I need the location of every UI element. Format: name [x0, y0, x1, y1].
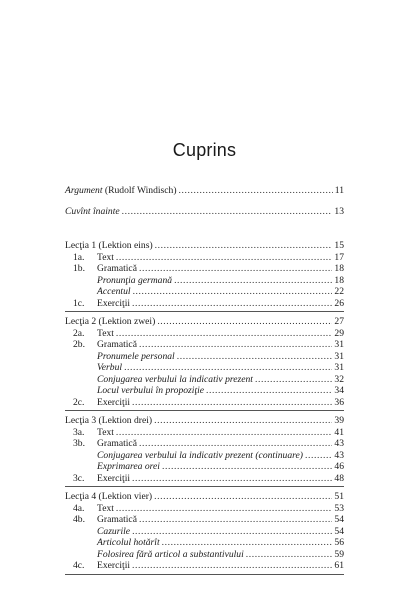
section-label: Exerciţii — [97, 396, 131, 408]
section-label: Gramatică — [97, 339, 137, 350]
toc-section-entry[interactable] — [65, 397, 344, 409]
toc-section-entry[interactable] — [65, 514, 344, 526]
toc-page-number: 18 — [334, 263, 344, 274]
leader-dots — [132, 397, 332, 409]
leader-dots — [162, 537, 333, 549]
subsection-label: Pronumele personal — [97, 350, 175, 362]
section-label: Text — [97, 327, 114, 339]
toc-page-number: 43 — [334, 438, 344, 449]
toc-entry-title — [65, 185, 177, 197]
toc-lesson-entry[interactable] — [65, 240, 344, 252]
leader-dots — [305, 450, 332, 462]
subsection-label: Folosirea fără articol a substantivului — [97, 548, 244, 560]
toc-entry[interactable] — [65, 206, 344, 218]
leader-dots — [139, 438, 332, 450]
toc-subsection-entry[interactable] — [65, 275, 344, 287]
section-number: 2b. — [73, 339, 85, 350]
toc-page-number: 46 — [334, 461, 344, 472]
toc-lesson-entry[interactable] — [65, 415, 344, 427]
toc-page-number: 53 — [334, 502, 344, 514]
toc-section-entry[interactable] — [65, 438, 344, 450]
toc-page-number: 54 — [334, 525, 344, 537]
section-number: 3b. — [73, 438, 85, 449]
leader-dots — [179, 185, 333, 197]
toc-entry-title — [65, 206, 120, 218]
toc-section-entry[interactable] — [65, 328, 344, 340]
toc-page-number: 11 — [334, 185, 344, 196]
section-number: 4b. — [73, 514, 85, 525]
subsection-label: Conjugarea verbului la indicativ prezent — [97, 373, 253, 385]
leader-dots — [133, 286, 333, 298]
toc-subsection-entry[interactable] — [65, 374, 344, 386]
section-label: Text — [97, 251, 114, 263]
leader-dots — [132, 298, 332, 310]
toc-subsection-entry[interactable] — [65, 549, 344, 561]
toc-page-number: 41 — [334, 426, 344, 438]
toc-page-number: 13 — [334, 206, 344, 217]
leader-dots — [255, 374, 332, 386]
toc-subsection-entry[interactable] — [65, 385, 344, 397]
subsection-label: Locul verbului în propoziţie — [97, 385, 205, 396]
leader-dots — [116, 427, 332, 439]
section-label: Gramatică — [97, 263, 137, 274]
toc-subsection-entry[interactable] — [65, 286, 344, 298]
section-number: 1a. — [73, 251, 85, 263]
page-title: Cuprins — [172, 140, 237, 160]
toc-subsection-entry[interactable] — [65, 351, 344, 363]
toc-section-entry[interactable] — [65, 252, 344, 264]
toc-page-number: 31 — [334, 362, 344, 373]
lesson-divider — [65, 311, 344, 312]
toc-section-entry[interactable] — [65, 263, 344, 275]
leader-dots — [132, 473, 332, 485]
subsection-label: Cazurile — [97, 525, 131, 537]
section-label: Exerciţii — [97, 560, 131, 571]
leader-dots — [116, 252, 332, 264]
leader-dots — [177, 351, 333, 363]
lesson-title: Lecţia 1 (Lektion eins) — [65, 240, 153, 251]
leader-dots — [132, 526, 332, 538]
toc-page-number: 18 — [334, 274, 344, 286]
lesson-divider — [65, 410, 344, 411]
section-label: Text — [97, 426, 114, 438]
section-label: Exerciţii — [97, 472, 131, 484]
toc-subsection-entry[interactable] — [65, 461, 344, 473]
toc-subsection-entry[interactable] — [65, 362, 344, 374]
toc-section-entry[interactable] — [65, 473, 344, 485]
toc-page-number: 61 — [334, 560, 344, 571]
section-number: 2c. — [73, 396, 85, 408]
toc-page-number: 39 — [334, 415, 344, 426]
leader-dots — [206, 385, 332, 397]
toc-lesson-entry[interactable] — [65, 316, 344, 328]
section-number: 4a. — [73, 502, 85, 514]
toc-page-number: 43 — [334, 449, 344, 461]
section-label: Gramatică — [97, 514, 137, 525]
toc-page-number: 26 — [334, 297, 344, 309]
leader-dots — [116, 328, 332, 340]
section-number: 1b. — [73, 263, 85, 274]
toc-entry-title-italic: Argument — [65, 185, 103, 196]
subsection-label: Accentul — [97, 286, 131, 297]
leader-dots — [139, 263, 332, 275]
toc-section-entry[interactable] — [65, 298, 344, 310]
toc-subsection-entry[interactable] — [65, 526, 344, 538]
leader-dots — [157, 316, 332, 328]
section-number: 4c. — [73, 560, 85, 571]
leader-dots — [124, 362, 332, 374]
toc-entry-title-italic: Cuvînt înainte — [65, 206, 120, 217]
toc-page-number: 17 — [334, 251, 344, 263]
toc-page-number: 22 — [334, 286, 344, 297]
toc-page-number: 34 — [334, 385, 344, 396]
subsection-label: Exprimarea orei — [97, 461, 160, 472]
leader-dots — [162, 461, 332, 473]
toc-page-number: 15 — [334, 240, 344, 251]
lesson-title: Lecţia 2 (Lektion zwei) — [65, 316, 156, 327]
toc-subsection-entry[interactable] — [65, 450, 344, 462]
toc-page-number: 31 — [334, 350, 344, 362]
lesson-title: Lecţia 4 (Lektion vier) — [65, 491, 153, 502]
toc-subsection-entry[interactable] — [65, 537, 344, 549]
toc-entry-title-rest: (Rudolf Windisch) — [102, 185, 177, 196]
toc-section-entry[interactable] — [65, 339, 344, 351]
toc-page-number: 27 — [334, 316, 344, 327]
lesson-title: Lecţia 3 (Lektion drei) — [65, 415, 153, 426]
toc-page-number: 51 — [334, 491, 344, 502]
toc-page-number: 54 — [334, 514, 344, 525]
section-number: 3c. — [73, 472, 85, 484]
section-label: Gramatică — [97, 438, 137, 449]
toc-page-number: 56 — [334, 537, 344, 548]
toc-page-number: 36 — [334, 396, 344, 408]
toc-page-number: 59 — [334, 548, 344, 560]
section-number: 2a. — [73, 327, 85, 339]
subsection-label: Pronunţia germană — [97, 274, 173, 286]
leader-dots — [139, 339, 332, 351]
leader-dots — [155, 240, 333, 252]
leader-dots — [246, 549, 333, 561]
toc-page-number: 31 — [334, 339, 344, 350]
section-label: Text — [97, 502, 114, 514]
section-number: 1c. — [73, 297, 85, 309]
toc-page-number: 48 — [334, 472, 344, 484]
leader-dots — [132, 560, 332, 572]
toc-section-entry[interactable] — [65, 560, 344, 572]
toc-lesson-entry[interactable] — [65, 491, 344, 503]
subsection-label: Conjugarea verbului la indicativ prezent (continuare) — [97, 449, 303, 461]
toc-page-number: 32 — [334, 373, 344, 385]
lesson-divider — [65, 574, 344, 575]
leader-dots — [174, 275, 332, 287]
toc-entry[interactable] — [65, 185, 344, 197]
subsection-label: Articolul hotărît — [97, 537, 160, 548]
leader-dots — [154, 491, 332, 503]
toc-section-entry[interactable] — [65, 427, 344, 439]
section-label: Exerciţii — [97, 297, 131, 309]
leader-dots — [122, 206, 333, 218]
toc-section-entry[interactable] — [65, 503, 344, 515]
toc-page-number: 29 — [334, 327, 344, 339]
leader-dots — [116, 503, 332, 515]
subsection-label: Verbul — [97, 362, 123, 373]
lesson-divider — [65, 486, 344, 487]
leader-dots — [139, 514, 332, 526]
leader-dots — [154, 415, 332, 427]
section-number: 3a. — [73, 426, 85, 438]
